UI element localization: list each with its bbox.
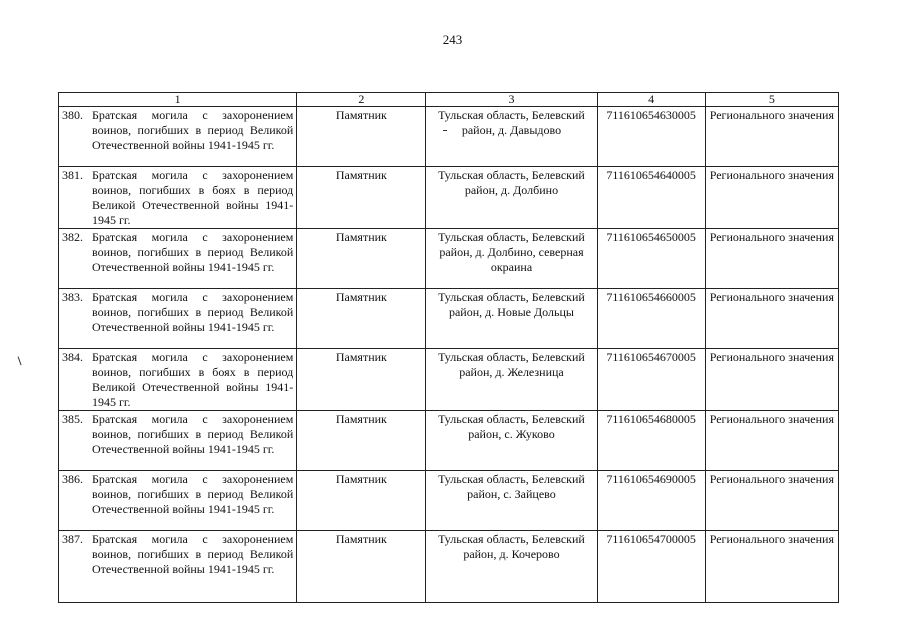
object-name-cell bbox=[59, 289, 297, 349]
row-number: 387. bbox=[62, 532, 83, 546]
row-number: 385. bbox=[62, 412, 83, 426]
table-row bbox=[59, 531, 839, 603]
registry-code: 711610654660005 bbox=[597, 289, 705, 349]
object-name-cell bbox=[59, 167, 297, 229]
registry-code: 711610654630005 bbox=[597, 107, 705, 167]
object-name-cell bbox=[59, 411, 297, 471]
registry-code: 711610654700005 bbox=[597, 531, 705, 603]
object-name: Братская могила с захоронением воинов, погибших в период Великой Отечественной войны 1941-1945 гг. bbox=[92, 230, 294, 274]
object-type: Памятник bbox=[297, 289, 426, 349]
table-row bbox=[59, 167, 839, 229]
table-row bbox=[59, 471, 839, 531]
registry-code: 711610654640005 bbox=[597, 167, 705, 229]
table-row bbox=[59, 107, 839, 167]
object-name: Братская могила с захоронением воинов, погибших в боях в период Великой Отечественной войны 1941-1945 гг. bbox=[92, 168, 294, 227]
object-name: Братская могила с захоронением воинов, погибших в период Великой Отечественной войны 1941-1945 гг. bbox=[92, 412, 294, 456]
significance-category: Регионального значения bbox=[705, 531, 838, 603]
registry-code: 711610654650005 bbox=[597, 229, 705, 289]
object-type: Памятник bbox=[297, 167, 426, 229]
table-row bbox=[59, 411, 839, 471]
significance-category: Регионального значения bbox=[705, 471, 838, 531]
object-name: Братская могила с захоронением воинов, погибших в период Великой Отечественной войны 1941-1945 гг. bbox=[92, 290, 294, 334]
significance-category: Регионального значения bbox=[705, 289, 838, 349]
scan-artifact-mark bbox=[18, 356, 24, 365]
object-address: Тульская область, Белевский район, с. Зайцево bbox=[426, 471, 597, 531]
object-type: Памятник bbox=[297, 229, 426, 289]
object-address: Тульская область, Белевский район, д. Новые Дольцы bbox=[426, 289, 597, 349]
significance-category: Регионального значения bbox=[705, 107, 838, 167]
row-number: 386. bbox=[62, 472, 83, 486]
column-header-3: 3 bbox=[426, 93, 597, 107]
object-name-cell bbox=[59, 107, 297, 167]
object-type: Памятник bbox=[297, 349, 426, 411]
column-header-5: 5 bbox=[705, 93, 838, 107]
object-address: Тульская область, Белевский район, д. Давыдово bbox=[426, 107, 597, 167]
column-header-1: 1 bbox=[59, 93, 297, 107]
table-header-row bbox=[59, 93, 839, 107]
object-name: Братская могила с захоронением воинов, погибших в период Великой Отечественной войны 1941-1945 гг. bbox=[92, 472, 294, 516]
registry-code: 711610654680005 bbox=[597, 411, 705, 471]
significance-category: Регионального значения bbox=[705, 349, 838, 411]
row-number: 383. bbox=[62, 290, 83, 304]
object-address: Тульская область, Белевский район, с. Жуково bbox=[426, 411, 597, 471]
object-name: Братская могила с захоронением воинов, погибших в боях в период Великой Отечественной войны 1941-1945 гг. bbox=[92, 350, 294, 409]
object-name-cell bbox=[59, 531, 297, 603]
heritage-registry-table bbox=[58, 92, 839, 603]
object-name: Братская могила с захоронением воинов, погибших в период Великой Отечественной войны 1941-1945 гг. bbox=[92, 532, 294, 576]
significance-category: Регионального значения bbox=[705, 167, 838, 229]
table-row bbox=[59, 229, 839, 289]
registry-code: 711610654690005 bbox=[597, 471, 705, 531]
object-name-cell bbox=[59, 229, 297, 289]
row-number: 382. bbox=[62, 230, 83, 244]
table-row bbox=[59, 349, 839, 411]
object-type: Памятник bbox=[297, 531, 426, 603]
row-number: 381. bbox=[62, 168, 83, 182]
row-number: 380. bbox=[62, 108, 83, 122]
significance-category: Регионального значения bbox=[705, 229, 838, 289]
column-header-2: 2 bbox=[297, 93, 426, 107]
object-address: Тульская область, Белевский район, д. Долбино, северная окраина bbox=[426, 229, 597, 289]
row-number: 384. bbox=[62, 350, 83, 364]
significance-category: Регионального значения bbox=[705, 411, 838, 471]
object-type: Памятник bbox=[297, 471, 426, 531]
object-address: Тульская область, Белевский район, д. Кочерово bbox=[426, 531, 597, 603]
object-type: Памятник bbox=[297, 107, 426, 167]
object-name: Братская могила с захоронением воинов, погибших в период Великой Отечественной войны 1941-1945 гг. bbox=[92, 108, 294, 152]
table-row bbox=[59, 289, 839, 349]
page-number: 243 bbox=[442, 32, 463, 47]
object-address: Тульская область, Белевский район, д. Долбино bbox=[426, 167, 597, 229]
object-address: Тульская область, Белевский район, д. Железница bbox=[426, 349, 597, 411]
object-type: Памятник bbox=[297, 411, 426, 471]
object-name-cell bbox=[59, 349, 297, 411]
table-body bbox=[59, 107, 839, 603]
registry-code: 711610654670005 bbox=[597, 349, 705, 411]
object-name-cell bbox=[59, 471, 297, 531]
column-header-4: 4 bbox=[597, 93, 705, 107]
